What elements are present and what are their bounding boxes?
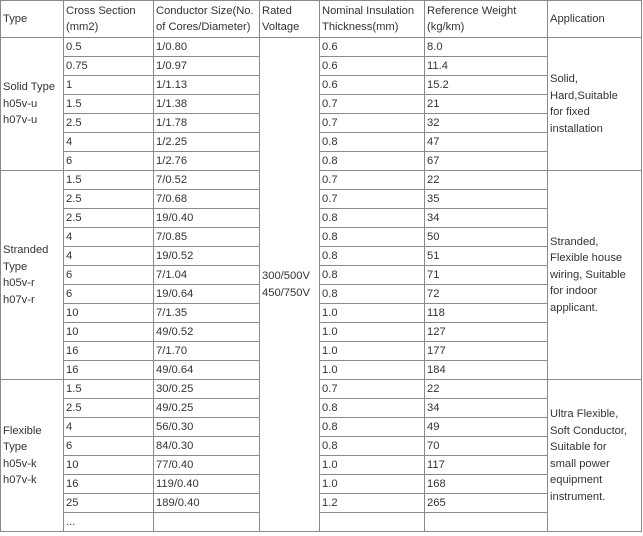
- cross-section-cell: 2.5: [64, 190, 154, 209]
- reference-weight-cell: 8.0: [425, 38, 548, 57]
- reference-weight-cell: [425, 513, 548, 532]
- cross-section-cell: 6: [64, 285, 154, 304]
- cross-section-cell: 16: [64, 361, 154, 380]
- type-cell: [1, 171, 64, 380]
- insulation-thickness-cell: 1.0: [320, 323, 425, 342]
- conductor-size-cell: 19/0.40: [154, 209, 260, 228]
- type-label-line: h07v-r: [3, 293, 35, 306]
- cross-section-cell: 4: [64, 228, 154, 247]
- reference-weight-cell: 50: [425, 228, 548, 247]
- insulation-thickness-cell: 0.7: [320, 171, 425, 190]
- table-row: [1, 418, 642, 437]
- insulation-thickness-cell: 0.7: [320, 114, 425, 133]
- application-line: Stranded,: [550, 235, 599, 248]
- cross-section-cell: 10: [64, 304, 154, 323]
- table-row: [1, 133, 642, 152]
- table-row: [1, 323, 642, 342]
- reference-weight-cell: 11.4: [425, 57, 548, 76]
- table-row: [1, 114, 642, 133]
- cross-section-cell: 6: [64, 152, 154, 171]
- table-row: [1, 152, 642, 171]
- cross-section-cell: 16: [64, 475, 154, 494]
- insulation-thickness-cell: 1.2: [320, 494, 425, 513]
- reference-weight-cell: 21: [425, 95, 548, 114]
- table-row: [1, 190, 642, 209]
- conductor-size-cell: 77/0.40: [154, 456, 260, 475]
- reference-weight-cell: 32: [425, 114, 548, 133]
- table-row: [1, 475, 642, 494]
- header-type: Type: [1, 1, 64, 38]
- cross-section-cell: 1.5: [64, 380, 154, 399]
- table-row: [1, 38, 642, 57]
- insulation-thickness-cell: 0.8: [320, 437, 425, 456]
- application-line: equipment: [550, 474, 603, 486]
- reference-weight-cell: 70: [425, 437, 548, 456]
- insulation-thickness-cell: 1.0: [320, 304, 425, 323]
- conductor-size-cell: 189/0.40: [154, 494, 260, 513]
- table-row: [1, 304, 642, 323]
- conductor-size-cell: 7/1.35: [154, 304, 260, 323]
- conductor-size-cell: 7/1.04: [154, 266, 260, 285]
- conductor-size-cell: 49/0.64: [154, 361, 260, 380]
- type-label-line: h07v-u: [3, 114, 38, 127]
- insulation-thickness-cell: 0.6: [320, 38, 425, 57]
- application-line: for fixed: [550, 106, 590, 118]
- reference-weight-cell: 34: [425, 399, 548, 418]
- type-label-line: Stranded: [3, 244, 49, 256]
- table-row: [1, 247, 642, 266]
- cross-section-cell: 1.5: [64, 95, 154, 114]
- insulation-thickness-cell: 1.0: [320, 456, 425, 475]
- cross-section-cell: 2.5: [64, 399, 154, 418]
- conductor-size-cell: 1/1.78: [154, 114, 260, 133]
- reference-weight-cell: 22: [425, 171, 548, 190]
- reference-weight-cell: 184: [425, 361, 548, 380]
- cross-section-cell: 2.5: [64, 209, 154, 228]
- insulation-thickness-cell: 0.8: [320, 247, 425, 266]
- insulation-thickness-cell: 0.8: [320, 399, 425, 418]
- application-line: for indoor: [550, 285, 598, 298]
- header-rated-voltage: Rated Voltage: [260, 1, 320, 38]
- type-label-line: h07v-k: [3, 474, 37, 486]
- reference-weight-cell: 265: [425, 494, 548, 513]
- table-row: [1, 342, 642, 361]
- reference-weight-cell: 34: [425, 209, 548, 228]
- insulation-thickness-cell: 0.6: [320, 76, 425, 95]
- table-row: [1, 285, 642, 304]
- reference-weight-cell: 35: [425, 190, 548, 209]
- header-row: [1, 1, 642, 38]
- reference-weight-cell: 168: [425, 475, 548, 494]
- cross-section-cell: 16: [64, 342, 154, 361]
- cross-section-cell: 25: [64, 494, 154, 513]
- type-label-line: Type: [3, 260, 28, 273]
- insulation-thickness-cell: 0.8: [320, 152, 425, 171]
- table-row: [1, 95, 642, 114]
- conductor-size-cell: 7/1.70: [154, 342, 260, 361]
- table-row: [1, 456, 642, 475]
- application-cell: [548, 171, 642, 380]
- conductor-size-cell: 84/0.30: [154, 437, 260, 456]
- conductor-size-cell: 1/2.76: [154, 152, 260, 171]
- conductor-size-cell: 19/0.64: [154, 285, 260, 304]
- conductor-size-cell: 1/0.97: [154, 57, 260, 76]
- application-cell: [548, 380, 642, 532]
- table-row: [1, 76, 642, 95]
- type-cell: [1, 38, 64, 171]
- rated-voltage-line: 300/500V: [262, 270, 310, 282]
- insulation-thickness-cell: 0.8: [320, 285, 425, 304]
- header-insulation-thickness: Nominal Insulation Thickness(mm): [320, 1, 425, 38]
- insulation-thickness-cell: 0.7: [320, 95, 425, 114]
- conductor-size-cell: 1/1.38: [154, 95, 260, 114]
- table-row: [1, 171, 642, 190]
- cross-section-cell: 10: [64, 456, 154, 475]
- reference-weight-cell: 51: [425, 247, 548, 266]
- application-line: applicant.: [550, 301, 598, 314]
- table-row: [1, 228, 642, 247]
- header-conductor-size: Conductor Size(No. of Cores/Diameter): [154, 1, 260, 38]
- conductor-size-cell: 1/1.13: [154, 76, 260, 95]
- application-line: Soft Conductor,: [550, 424, 628, 437]
- insulation-thickness-cell: [320, 513, 425, 532]
- insulation-thickness-cell: 0.8: [320, 418, 425, 437]
- reference-weight-cell: 71: [425, 266, 548, 285]
- conductor-size-cell: 119/0.40: [154, 475, 260, 494]
- header-reference-weight: Reference Weight (kg/km): [425, 1, 548, 38]
- reference-weight-cell: 117: [425, 456, 548, 475]
- conductor-size-cell: 49/0.25: [154, 399, 260, 418]
- type-label-line: Solid Type: [3, 81, 56, 94]
- application-line: small power: [550, 457, 610, 470]
- application-cell: [548, 38, 642, 171]
- type-label-line: h05v-k: [3, 457, 37, 470]
- table-row: [1, 494, 642, 513]
- table-row: [1, 57, 642, 76]
- application-line: Solid,: [550, 73, 578, 85]
- conductor-size-cell: 1/0.80: [154, 38, 260, 57]
- application-line: Hard,Suitable: [550, 89, 618, 102]
- table-row: [1, 513, 642, 532]
- cross-section-cell: 1.5: [64, 171, 154, 190]
- type-label-line: h05v-r: [3, 277, 35, 289]
- conductor-size-cell: [154, 513, 260, 532]
- application-line: wiring, Suitable: [550, 268, 626, 281]
- reference-weight-cell: 67: [425, 152, 548, 171]
- table-body: [1, 38, 642, 532]
- cross-section-cell: 6: [64, 266, 154, 285]
- application-line: instrument.: [550, 490, 606, 503]
- reference-weight-cell: 118: [425, 304, 548, 323]
- cross-section-cell: 4: [64, 418, 154, 437]
- cross-section-cell: 1: [64, 76, 154, 95]
- table-row: [1, 399, 642, 418]
- conductor-size-cell: 49/0.52: [154, 323, 260, 342]
- insulation-thickness-cell: 0.6: [320, 57, 425, 76]
- cross-section-cell: 10: [64, 323, 154, 342]
- cross-section-cell: 0.5: [64, 38, 154, 57]
- table-row: [1, 380, 642, 399]
- insulation-thickness-cell: 0.8: [320, 209, 425, 228]
- insulation-thickness-cell: 1.0: [320, 342, 425, 361]
- conductor-size-cell: 7/0.52: [154, 171, 260, 190]
- header-application: Application: [548, 1, 642, 38]
- table-row: [1, 209, 642, 228]
- reference-weight-cell: 22: [425, 380, 548, 399]
- type-cell: [1, 380, 64, 532]
- insulation-thickness-cell: 0.8: [320, 266, 425, 285]
- application-line: Ultra Flexible,: [550, 408, 619, 420]
- conductor-size-cell: 7/0.85: [154, 228, 260, 247]
- conductor-size-cell: 30/0.25: [154, 380, 260, 399]
- insulation-thickness-cell: 1.0: [320, 475, 425, 494]
- insulation-thickness-cell: 0.8: [320, 133, 425, 152]
- insulation-thickness-cell: 0.7: [320, 190, 425, 209]
- conductor-size-cell: 1/2.25: [154, 133, 260, 152]
- insulation-thickness-cell: 0.8: [320, 228, 425, 247]
- application-line: installation: [550, 122, 603, 135]
- conductor-size-cell: 7/0.68: [154, 190, 260, 209]
- reference-weight-cell: 177: [425, 342, 548, 361]
- reference-weight-cell: 15.2: [425, 76, 548, 95]
- type-label-line: Flexible: [3, 424, 42, 437]
- cross-section-cell: 2.5: [64, 114, 154, 133]
- application-line: Flexible house: [550, 252, 623, 265]
- insulation-thickness-cell: 0.7: [320, 380, 425, 399]
- header-cross-section: Cross Section (mm2): [64, 1, 154, 38]
- cross-section-cell: 4: [64, 133, 154, 152]
- application-line: Suitable for: [550, 441, 607, 453]
- table-row: [1, 361, 642, 380]
- rated-voltage-cell: [260, 38, 320, 532]
- cross-section-cell: 4: [64, 247, 154, 266]
- insulation-thickness-cell: 1.0: [320, 361, 425, 380]
- type-label-line: h05v-u: [3, 97, 38, 110]
- reference-weight-cell: 127: [425, 323, 548, 342]
- conductor-size-cell: 19/0.52: [154, 247, 260, 266]
- table-row: [1, 437, 642, 456]
- reference-weight-cell: 47: [425, 133, 548, 152]
- type-label-line: Type: [3, 441, 28, 453]
- cross-section-cell: 0.75: [64, 57, 154, 76]
- reference-weight-cell: 72: [425, 285, 548, 304]
- rated-voltage-line: 450/750V: [262, 286, 310, 299]
- table-row: [1, 266, 642, 285]
- conductor-size-cell: 56/0.30: [154, 418, 260, 437]
- cross-section-cell: ...: [64, 513, 154, 532]
- cross-section-cell: 6: [64, 437, 154, 456]
- reference-weight-cell: 49: [425, 418, 548, 437]
